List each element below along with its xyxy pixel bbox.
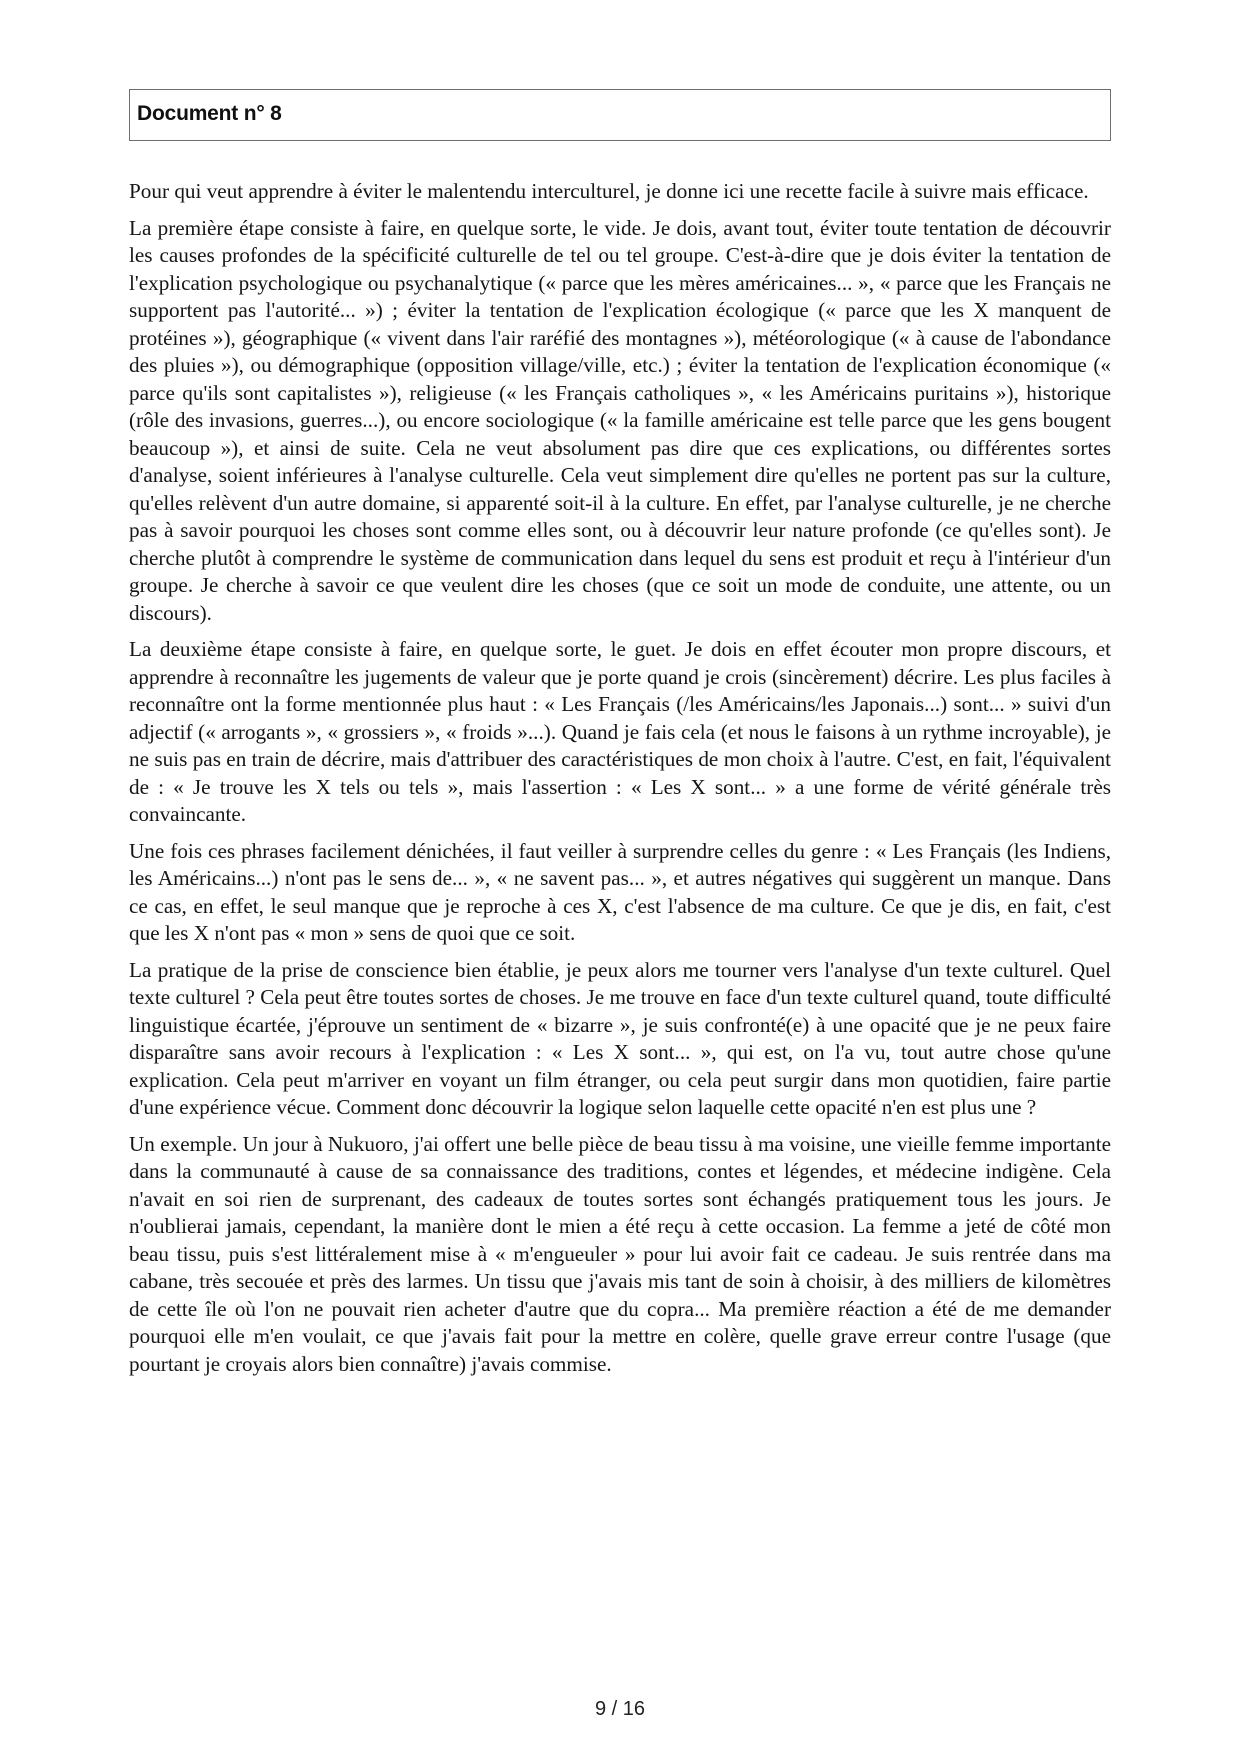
document-title: Document n° 8 [137,102,282,125]
paragraph-cultural-text: La pratique de la prise de conscience bien établie, je peux alors me tourner vers l'analyse d'un texte culturel. Quel texte culturel ? Cela peut être toutes sortes de choses. Je me trouve en face d'un texte culturel quand, toute difficulté linguistique écartée, j'éprouve un sentiment de « bizarre », je suis confronté(e) à une opacité que je ne peux faire disparaître sans avoir recours à l'explication : « Les X sont... », qui est, on l'a vu, tout autre chose qu'une explication. Cela peut m'arriver en voyant un film étranger, ou cela peut surgir dans mon quotidien, faire partie d'une expérience vécue. Comment donc découvrir la logique selon laquelle cette opacité n'en est plus une ? [129,957,1111,1119]
document-title-box [129,89,1111,141]
paragraph-intro: Pour qui veut apprendre à éviter le malentendu interculturel, je donne ici une recette facile à suivre mais efficace. [129,179,1089,203]
document-body [129,178,1111,1387]
paragraph-example: Un exemple. Un jour à Nukuoro, j'ai offert une belle pièce de beau tissu à ma voisine, une vieille femme importante dans la communauté à cause de sa connaissance des traditions, contes et légendes, et médecine indigène. Cela n'avait en soi rien de surprenant, des cadeaux de toutes sortes sont échangés pratiquement tous les jours. Je n'oublierai jamais, cependant, la manière dont le mien a été reçu à cette occasion. La femme a jeté de côté mon beau tissu, puis s'est littéralement mise à « m'engueuler » pour lui avoir fait ce cadeau. Je suis rentrée dans ma cabane, très secouée et près des larmes. Un tissu que j'avais mis tant de soin à choisir, à des milliers de kilomètres de cette île où l'on ne pouvait rien acheter d'autre que du copra... Ma première réaction a été de me demander pourquoi elle m'en voulait, ce que j'avais fait pour la mettre en colère, quelle grave erreur contre l'usage (que pourtant je croyais alors bien connaître) j'avais commise. [129,1131,1111,1376]
paragraph-negatives: Une fois ces phrases facilement dénichées, il faut veiller à surprendre celles du genre : « Les Français (les Indiens, les Américains...) n'ont pas le sens de... », « ne savent pas... », et autres négatives qui suggèrent un manque. Dans ce cas, en effet, le seul manque que je reproche à ces X, c'est l'absence de ma culture. Ce que je dis, en fait, c'est que les X n'ont pas « mon » sens de quoi que ce soit. [129,838,1111,945]
page-number: 9 / 16 [594,1698,646,1720]
paragraph-second-step: La deuxième étape consiste à faire, en quelque sorte, le guet. Je dois en effet écouter mon propre discours, et apprendre à reconnaître les jugements de valeur que je porte quand je crois (sincèrement) décrire. Les plus faciles à reconnaître ont la forme mentionnée plus haut : « Les Français (/les Américains/les Japonais...) sont... » suivi d'un adjectif (« arrogants », « grossiers », « froids »...). Quand je fais cela (et nous le faisons à un rythme incroyable), je ne suis pas en train de décrire, mais d'attribuer des caractéristiques de mon choix à l'autre. C'est, en fait, l'équivalent de : « Je trouve les X tels ou tels », mais l'assertion : « Les X sont... » a une forme de vérité générale très convaincante. [129,637,1111,826]
paragraph-first-step: La première étape consiste à faire, en quelque sorte, le vide. Je dois, avant tout, éviter toute tentation de découvrir les causes profondes de la spécificité culturelle de tel ou tel groupe. C'est-à-dire que je dois éviter la tentation de l'explication psychologique ou psychanalytique (« parce que les mères américaines... », « parce que les Français ne supportent pas l'autorité... ») ; éviter la tentation de l'explication écologique (« parce que les X manquent de protéines »), géographique (« vivent dans l'air raréfié des montagnes »), météorologique (« à cause de l'abondance des pluies »), ou démographique (opposition village/ville, etc.) ; éviter la tentation de l'explication économique (« parce qu'ils sont capitalistes »), religieuse (« les Français catholiques », « les Américains puritains »), historique (rôle des invasions, guerres...), ou encore sociologique (« la famille américaine est telle parce que les gens bougent beaucoup »), et ainsi de suite. Cela ne veut absolument pas dire que ces explications, ou différentes sortes d'analyse, soient inférieures à l'analyse culturelle. Cela veut simplement dire qu'elles ne portent pas sur la culture, qu'elles relèvent d'un autre domaine, si apparenté soit-il à la culture. En effet, par l'analyse culturelle, je ne cherche pas à savoir pourquoi les choses sont comme elles sont, ou à découvrir leur nature profonde (ce qu'elles sont). Je cherche plutôt à comprendre le système de communication dans lequel du sens est produit et reçu à l'intérieur d'un groupe. Je cherche à savoir ce que veulent dire les choses (que ce soit un mode de conduite, une attente, ou un discours). [129,215,1111,625]
